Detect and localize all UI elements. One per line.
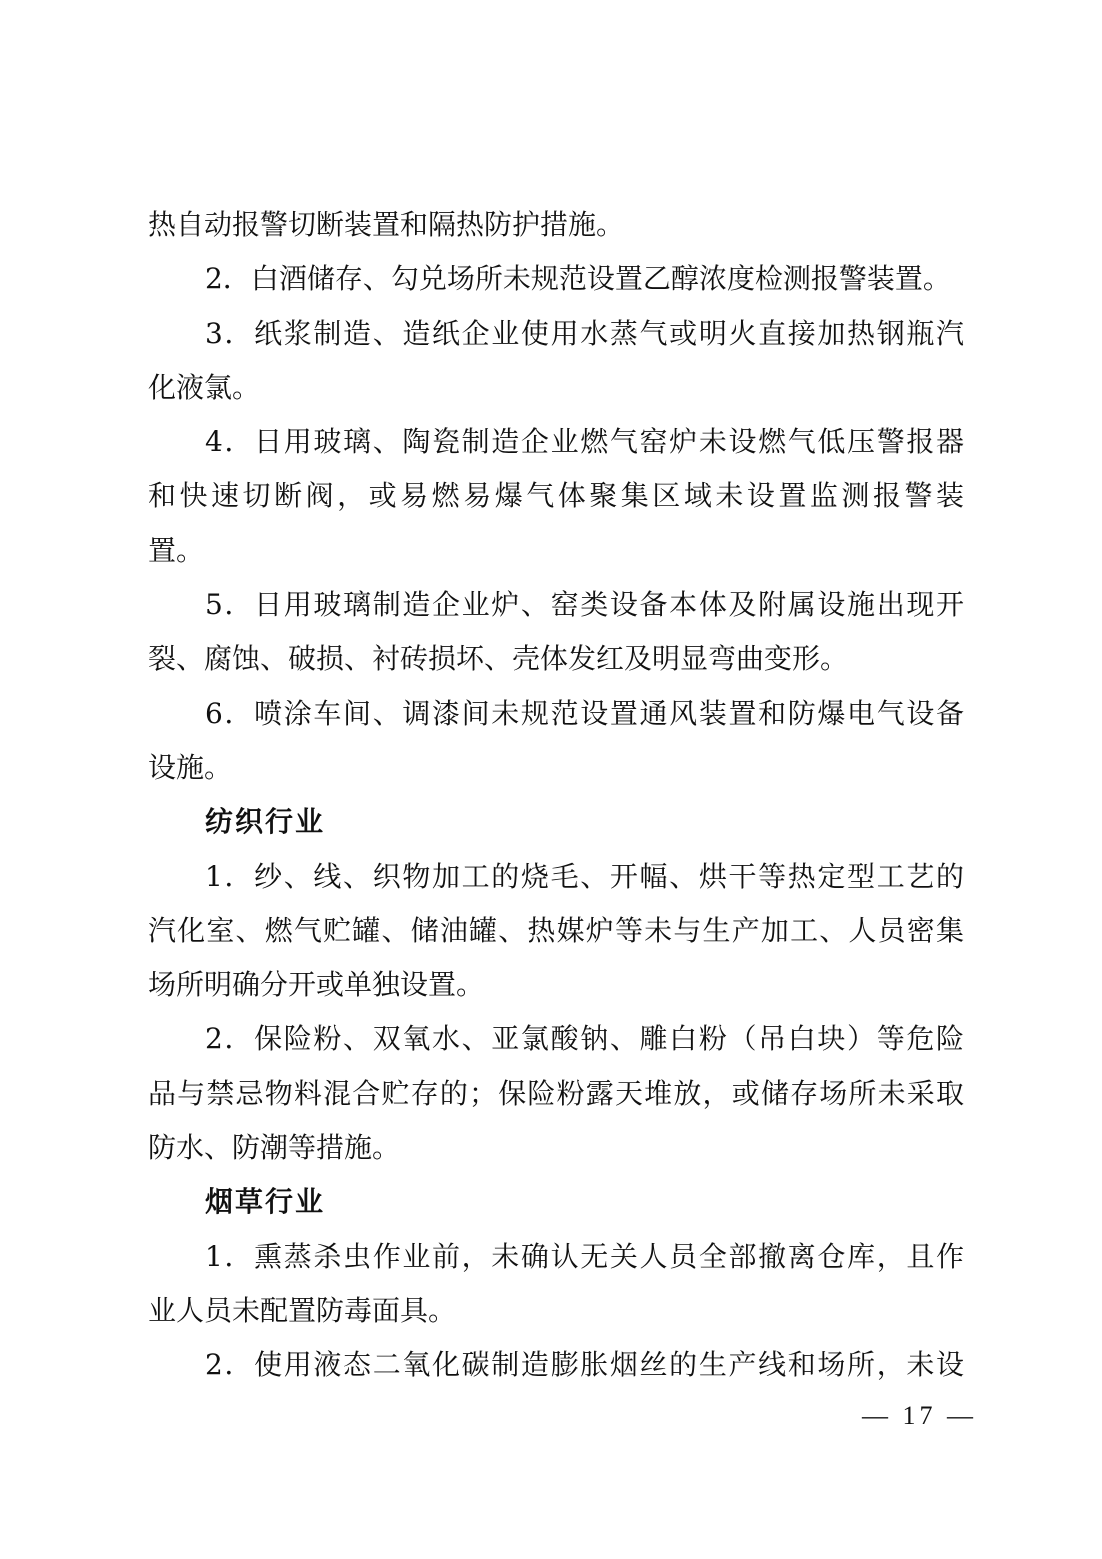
paragraph-line: 4．日用玻璃、陶瓷制造企业燃气窑炉未设燃气低压警报器 xyxy=(205,425,964,459)
paragraph-line: 品与禁忌物料混合贮存的；保险粉露天堆放，或储存场所未采取 xyxy=(148,1076,964,1110)
paragraph-line: 2．白酒储存、勾兑场所未规范设置乙醇浓度检测报警装置。 xyxy=(205,262,951,296)
paragraph-line: 场所明确分开或单独设置。 xyxy=(148,968,485,1002)
paragraph-line: 1．熏蒸杀虫作业前，未确认无关人员全部撤离仓库，且作 xyxy=(205,1239,964,1273)
paragraph-line: 5．日用玻璃制造企业炉、窑类设备本体及附属设施出现开 xyxy=(205,588,964,622)
paragraph-line: 热自动报警切断装置和隔热防护措施。 xyxy=(148,208,625,241)
section-heading-tobacco: 烟草行业 xyxy=(205,1185,326,1219)
paragraph-line: 2．保险粉、双氧水、亚氯酸钠、雕白粉（吊白块）等危险 xyxy=(205,1022,964,1056)
paragraph-line: 和快速切断阀，或易燃易爆气体聚集区域未设置监测报警装 xyxy=(148,479,964,513)
paragraph-line: 6．喷涂车间、调漆间未规范设置通风装置和防爆电气设备 xyxy=(205,696,964,730)
document-body xyxy=(148,198,964,1393)
page-number: — 17 — xyxy=(862,1401,977,1430)
paragraph-line: 汽化室、燃气贮罐、储油罐、热媒炉等未与生产加工、人员密集 xyxy=(148,913,964,947)
paragraph-line: 设施。 xyxy=(148,750,233,784)
paragraph-line: 3．纸浆制造、造纸企业使用水蒸气或明火直接加热钢瓶汽 xyxy=(205,316,964,350)
paragraph-line: 置。 xyxy=(148,533,205,567)
section-heading-textile: 纺织行业 xyxy=(205,805,326,839)
paragraph-line: 防水、防潮等措施。 xyxy=(148,1131,401,1165)
paragraph-line: 化液氯。 xyxy=(148,370,261,404)
paragraph-line: 1．纱、线、织物加工的烧毛、开幅、烘干等热定型工艺的 xyxy=(205,859,964,893)
paragraph-line: 2．使用液态二氧化碳制造膨胀烟丝的生产线和场所，未设 xyxy=(205,1348,964,1382)
paragraph-line: 裂、腐蚀、破损、衬砖损坏、壳体发红及明显弯曲变形。 xyxy=(148,642,849,676)
paragraph-line: 业人员未配置防毒面具。 xyxy=(148,1293,457,1327)
